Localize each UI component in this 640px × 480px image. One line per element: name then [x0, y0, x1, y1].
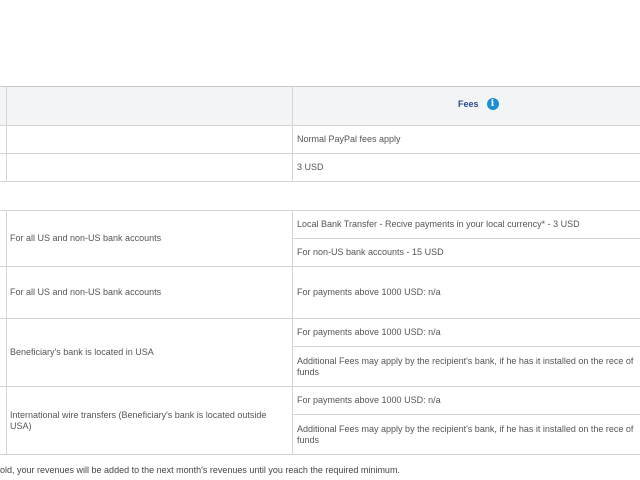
- footnote: old, your revenues will be added to the next month's revenues until you reach the required minimum.: [0, 465, 400, 475]
- table-cell-condition: International wire transfers (Beneficiary's bank is located outside USA): [10, 409, 267, 431]
- table-cell-fee: Additional Fees may apply by the recipient's bank, if he has it installed on the rece of funds: [297, 355, 634, 377]
- table-cell-fee: For payments above 1000 USD: n/a: [297, 327, 441, 337]
- column-divider: [6, 86, 7, 182]
- table-cell-fee: 3 USD: [297, 162, 324, 172]
- table-cell-condition: For all US and non-US bank accounts: [10, 287, 162, 297]
- table-cell-fee: For payments above 1000 USD: n/a: [297, 395, 441, 405]
- table-cell-condition: For all US and non-US bank accounts: [10, 233, 162, 243]
- table-cell-fee: For payments above 1000 USD: n/a: [297, 287, 441, 297]
- table-bottom-border: [0, 454, 640, 455]
- column-divider: [6, 210, 7, 454]
- table-cell-condition: Beneficiary's bank is located in USA: [10, 347, 154, 357]
- column-divider: [292, 86, 293, 182]
- fees-column-header: [458, 97, 499, 111]
- row-divider: [0, 181, 640, 182]
- table-cell-fee: Normal PayPal fees apply: [297, 134, 401, 144]
- table-cell-fee: For non-US bank accounts - 15 USD: [297, 247, 444, 257]
- info-icon[interactable]: i: [487, 98, 499, 110]
- column-divider: [292, 210, 293, 454]
- table-top-border: [0, 86, 640, 87]
- table-header: [0, 86, 640, 125]
- fees-header-label: Fees: [458, 99, 479, 109]
- table-cell-fee: Local Bank Transfer - Recive payments in your local currency* - 3 USD: [297, 219, 580, 229]
- table-cell-fee: Additional Fees may apply by the recipient's bank, if he has it installed on the rece of funds: [297, 423, 634, 445]
